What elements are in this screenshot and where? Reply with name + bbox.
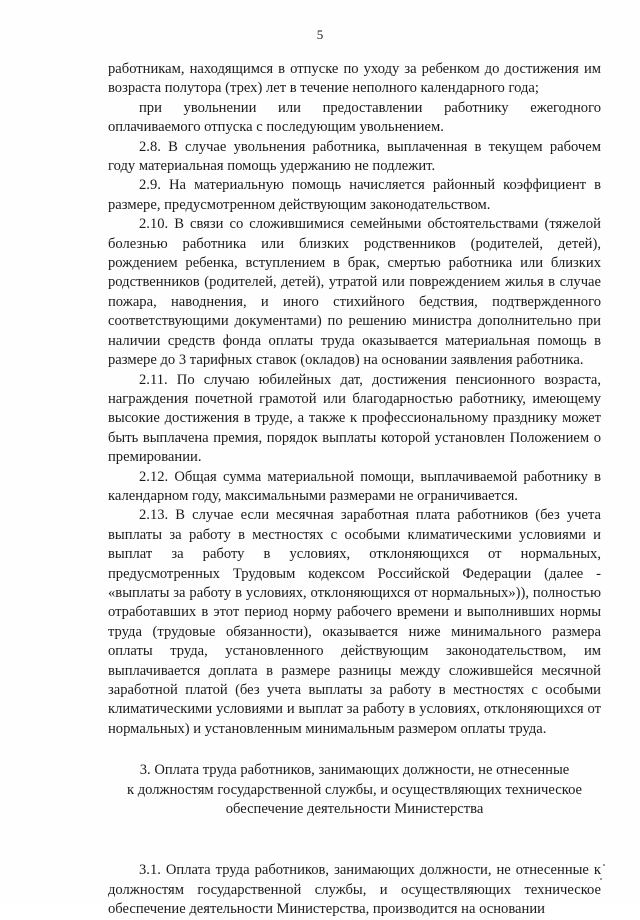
paragraph-2-8: 2.8. В случае увольнения работника, выплаченная в текущем рабочем году материальная помощь удержанию не подлежит. — [108, 138, 601, 175]
section-3-title-line-2: к должностям государственной службы, и осуществляющих техническое — [126, 781, 583, 798]
section-3-title-line-1: 3. Оплата труда работников, занимающих должности, не отнесенные — [139, 762, 570, 779]
scan-artifact-dot — [600, 878, 602, 880]
paragraph-2-11: 2.11. По случаю юбилейных дат, достижения пенсионного возраста, награждения почетной грамотой или благодарностью работнику, имеющему высокие достижения в труде, а также к профессиональному празднику может быть выплачена премия, порядок выплаты которой установлен Положением о премировании. — [108, 371, 601, 466]
section-3-title-line-3: обеспечение деятельности Министерства — [225, 801, 484, 818]
paragraph-dismissal: при увольнении или предоставлении работнику ежегодного оплачиваемого отпуска с последующим увольнением. — [108, 99, 601, 136]
paragraph-2-12: 2.12. Общая сумма материальной помощи, выплачиваемой работнику в календарном году, максимальными размерами не ограничивается. — [108, 468, 601, 504]
paragraph-3-1: 3.1. Оплата труда работников, занимающих должности, не отнесенные к должностям государственной службы, и осуществляющих техническое обеспечение деятельности Министерства, производится на основании — [108, 862, 601, 918]
document-body — [108, 60, 601, 920]
paragraph-2-9: 2.9. На материальную помощь начисляется районный коэффициент в размере, предусмотренном действующим законодательством. — [108, 177, 601, 213]
page-number: 5 — [316, 27, 324, 42]
paragraph-2-10: 2.10. В связи со сложившимися семейными обстоятельствами (тяжелой болезнью работника или близких родственников (родителей, детей), рождением ребенка, вступлением в брак, смертью работника или близких родственников (родителей, детей), утратой или повреждением жилья в случае пожара, наводнения, и иного стихийного бедствия, подтвержденного соответствующими документами) по решению министра дополнительно при наличии средств фонда оплаты труда оказывается материальная помощь в размере до 3 тарифных ставок (окладов) на основании заявления работника. — [108, 216, 601, 369]
paragraph-2-13: 2.13. В случае если месячная заработная плата работников (без учета выплаты за работу в местностях с особыми климатическими условиями и выплат за работу в условиях, отклоняющихся от нормальных, предусмотренных Трудовым кодексом Российской Федерации (далее - «выплаты за работу в условиях, отклоняющихся от нормальных»)), полностью отработавших в этот период норму рабочего времени и выполнивших нормы труда (трудовые обязанности), оказывается ниже минимального размера оплаты труда, установленного действующим законодательством, им выплачивается доплата в размере разницы между сложившейся месячной заработной платой (без учета выплаты за работу в местностях с особыми климатическими условиями и выплат за работу в условиях, отклоняющихся от нормальных) и установленным минимальным размером оплаты труда. — [108, 507, 601, 737]
paragraph-continuation: работникам, находящимся в отпуске по уходу за ребенком до достижения им возраста полутора (трех) лет в течение неполного календарного года; — [108, 61, 601, 97]
section-3-title — [108, 761, 601, 819]
scan-artifact-dot — [603, 864, 605, 866]
